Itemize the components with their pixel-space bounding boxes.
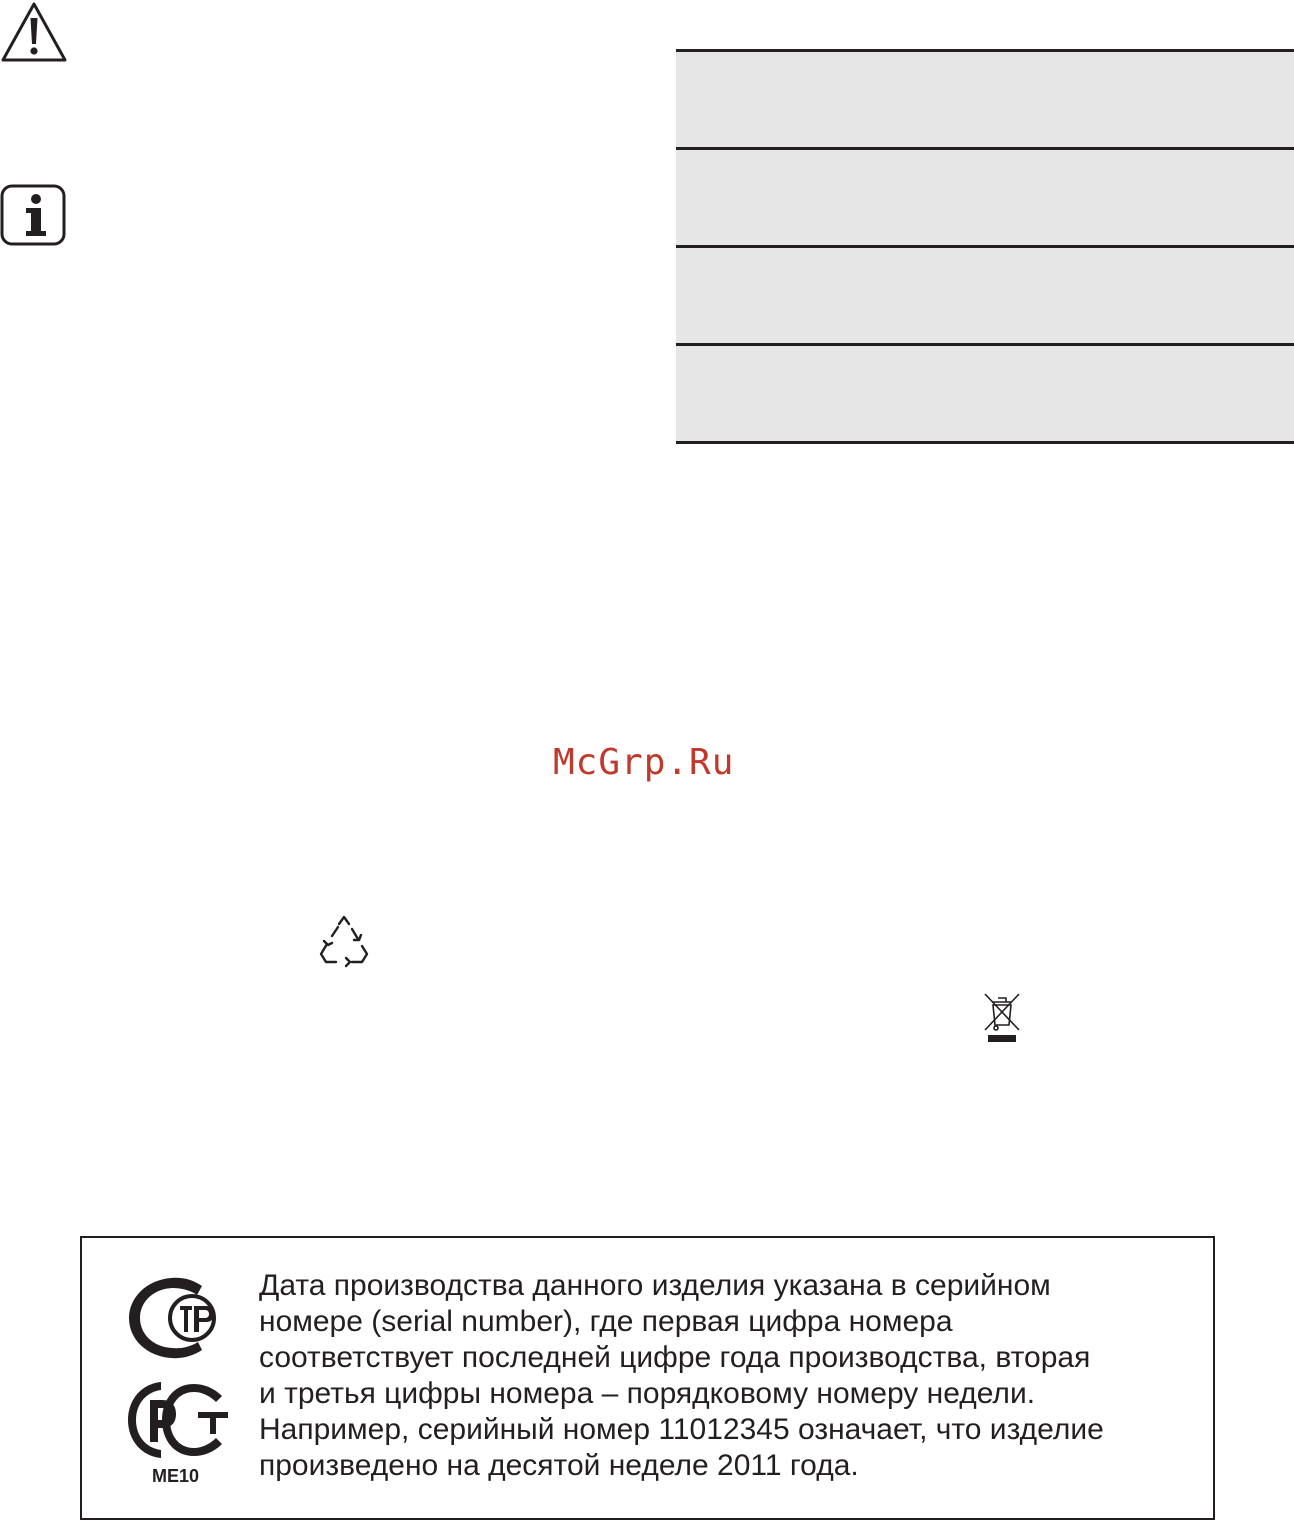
table-row <box>676 147 1294 245</box>
crossed-out-wheelie-bin-icon <box>982 992 1022 1044</box>
text-line: Дата производства данного изделия указана в серийном <box>259 1269 1051 1302</box>
text-line: соответствует последней цифре года производства, вторая <box>259 1341 1091 1374</box>
table-row <box>676 49 1294 147</box>
certification-text <box>259 1268 1199 1484</box>
text-line: и третья цифры номера – порядковому номеру недели. <box>259 1377 1036 1410</box>
text-line: Например, серийный номер 11012345 означает, что изделие <box>259 1413 1104 1446</box>
table-row <box>676 245 1294 343</box>
warning-triangle-icon <box>0 0 68 64</box>
certification-box <box>80 1236 1215 1520</box>
certification-code: ME10 <box>152 1466 200 1486</box>
rst-certification-icon <box>126 1378 230 1462</box>
text-line: произведено на десятой неделе 2011 года. <box>259 1449 859 1482</box>
watermark: McGrp.Ru <box>553 742 735 783</box>
text-line: номере (serial number), где первая цифра номера <box>259 1305 953 1338</box>
recycle-icon <box>318 914 370 968</box>
info-icon <box>0 184 66 246</box>
eac-tr-certification-icon <box>126 1276 230 1360</box>
gray-table <box>676 49 1294 444</box>
table-row <box>676 343 1294 444</box>
